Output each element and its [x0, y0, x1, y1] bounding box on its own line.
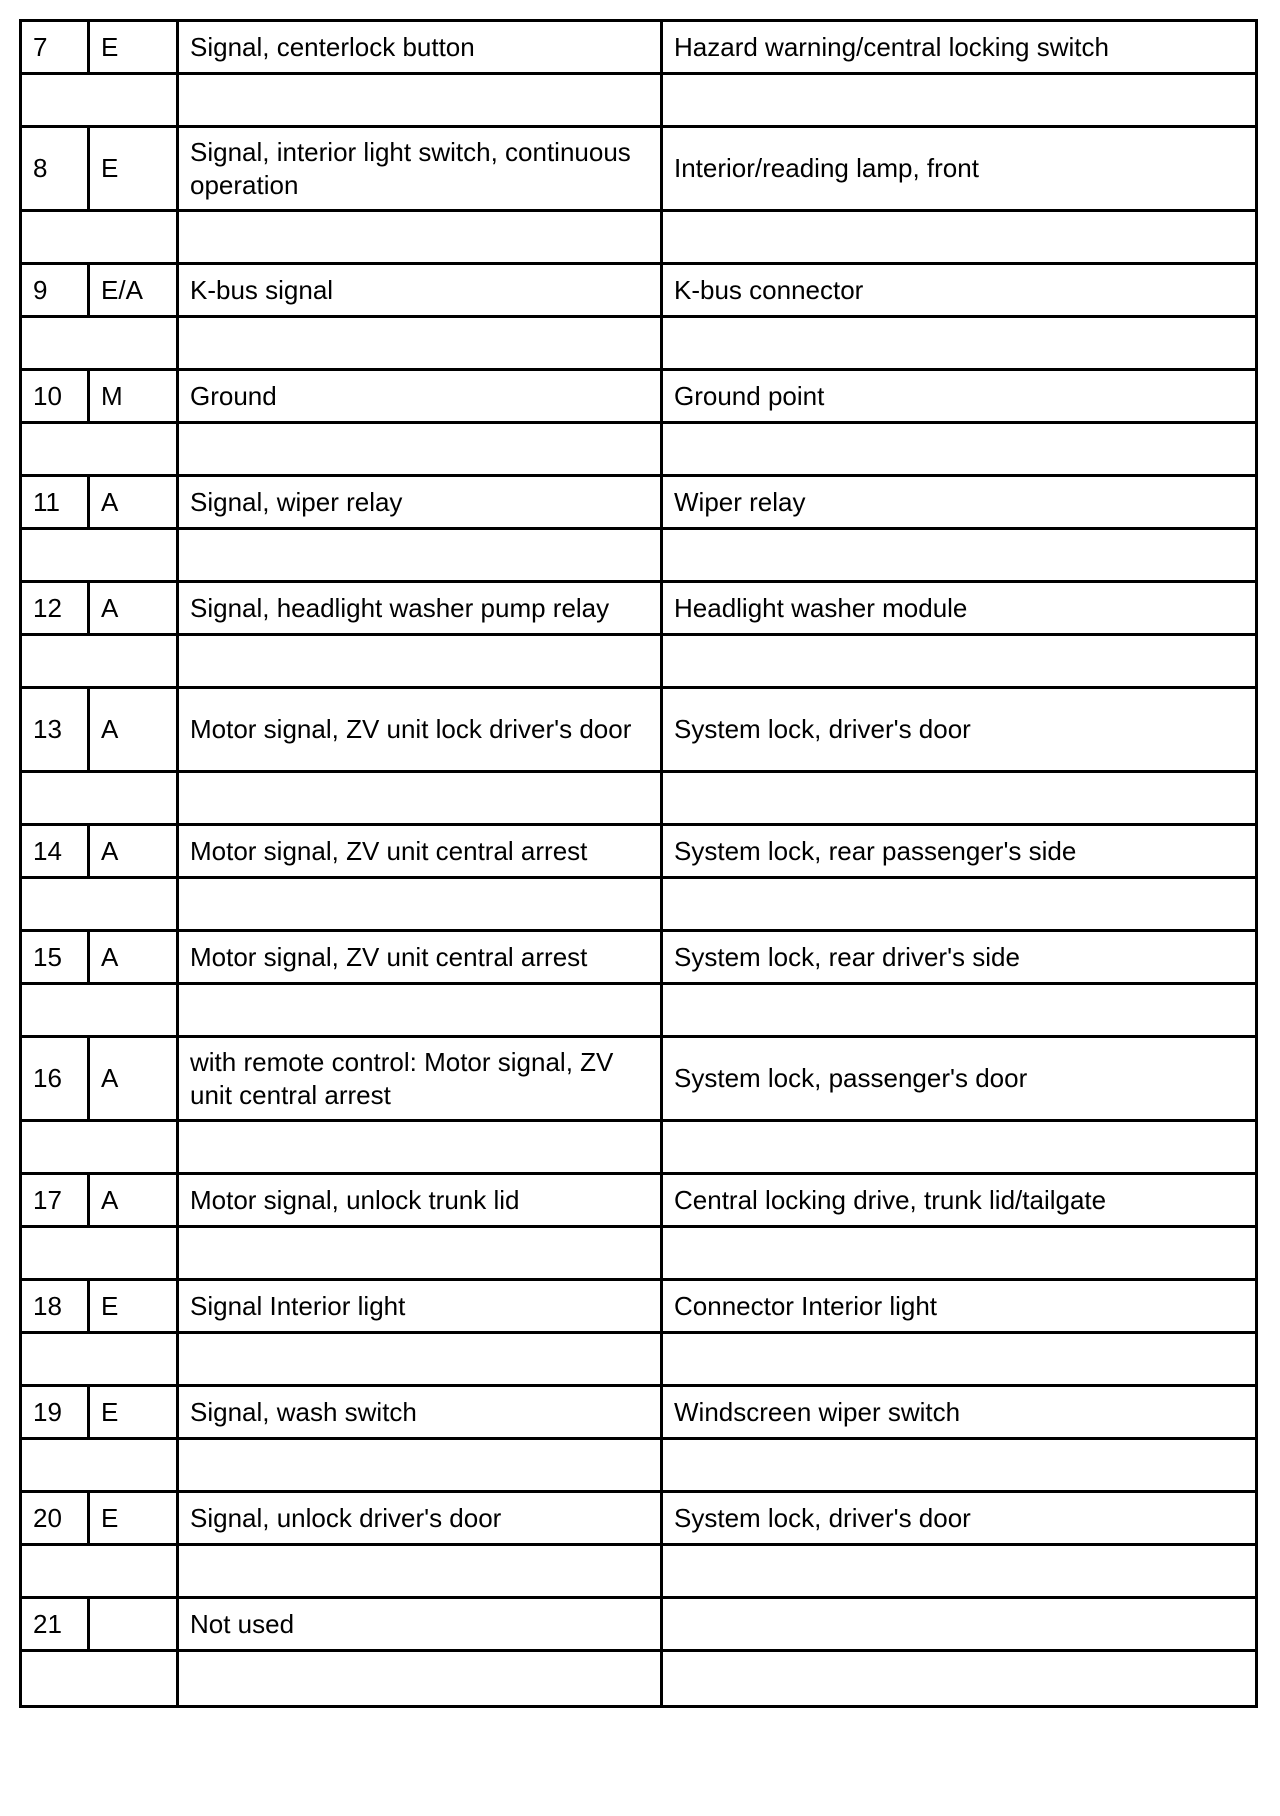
spacer-cell [178, 1651, 662, 1707]
pin-assignment-table [19, 19, 1258, 1708]
spacer-cell [21, 1545, 178, 1598]
pin-number-cell: 16 [21, 1037, 89, 1121]
description-cell: Signal, unlock driver's door [178, 1492, 662, 1545]
signal-type-cell: E [89, 21, 178, 74]
spacer-cell [662, 1121, 1257, 1174]
spacer-cell [662, 423, 1257, 476]
table-row [21, 825, 1257, 878]
spacer-cell [21, 878, 178, 931]
spacer-cell [178, 529, 662, 582]
signal-type-cell: E [89, 1280, 178, 1333]
connection-cell: System lock, rear driver's side [662, 931, 1257, 984]
spacer-row [21, 984, 1257, 1037]
spacer-cell [178, 423, 662, 476]
pin-number-cell: 9 [21, 264, 89, 317]
signal-type-cell [89, 1598, 178, 1651]
spacer-row [21, 317, 1257, 370]
spacer-cell [178, 635, 662, 688]
table-row [21, 370, 1257, 423]
spacer-cell [21, 772, 178, 825]
table-row [21, 1174, 1257, 1227]
pin-number-cell: 11 [21, 476, 89, 529]
pin-number-cell: 15 [21, 931, 89, 984]
signal-type-cell: E [89, 127, 178, 211]
spacer-cell [662, 772, 1257, 825]
pin-number-cell: 8 [21, 127, 89, 211]
spacer-cell [662, 1651, 1257, 1707]
spacer-cell [178, 1227, 662, 1280]
spacer-cell [21, 74, 178, 127]
signal-type-cell: E/A [89, 264, 178, 317]
spacer-cell [21, 984, 178, 1037]
spacer-cell [21, 317, 178, 370]
table-row [21, 1492, 1257, 1545]
spacer-cell [662, 1333, 1257, 1386]
connection-cell: Ground point [662, 370, 1257, 423]
spacer-cell [21, 1121, 178, 1174]
spacer-row [21, 772, 1257, 825]
connection-cell [662, 1598, 1257, 1651]
description-cell: Signal, wiper relay [178, 476, 662, 529]
description-cell: Signal, interior light switch, continuous operation [178, 127, 662, 211]
table-row [21, 476, 1257, 529]
description-cell: Motor signal, ZV unit central arrest [178, 931, 662, 984]
signal-type-cell: M [89, 370, 178, 423]
signal-type-cell: A [89, 1174, 178, 1227]
connection-cell: Headlight washer module [662, 582, 1257, 635]
signal-type-cell: A [89, 582, 178, 635]
table-row [21, 127, 1257, 211]
signal-type-cell: A [89, 825, 178, 878]
spacer-cell [178, 1121, 662, 1174]
table-row [21, 264, 1257, 317]
table-row [21, 931, 1257, 984]
spacer-row [21, 635, 1257, 688]
table-row [21, 21, 1257, 74]
spacer-cell [178, 878, 662, 931]
spacer-row [21, 423, 1257, 476]
spacer-cell [178, 984, 662, 1037]
pin-number-cell: 14 [21, 825, 89, 878]
signal-type-cell: A [89, 931, 178, 984]
table-row [21, 1386, 1257, 1439]
spacer-cell [662, 1227, 1257, 1280]
spacer-cell [662, 635, 1257, 688]
spacer-row [21, 1545, 1257, 1598]
spacer-cell [662, 1545, 1257, 1598]
spacer-cell [21, 1227, 178, 1280]
pin-number-cell: 10 [21, 370, 89, 423]
description-cell: Ground [178, 370, 662, 423]
spacer-cell [21, 635, 178, 688]
signal-type-cell: E [89, 1492, 178, 1545]
pin-number-cell: 13 [21, 688, 89, 772]
connection-cell: Connector Interior light [662, 1280, 1257, 1333]
description-cell: Not used [178, 1598, 662, 1651]
signal-type-cell: A [89, 476, 178, 529]
spacer-cell [662, 529, 1257, 582]
spacer-cell [662, 74, 1257, 127]
description-cell: Signal Interior light [178, 1280, 662, 1333]
description-cell: with remote control: Motor signal, ZV unit central arrest [178, 1037, 662, 1121]
spacer-cell [178, 211, 662, 264]
pin-number-cell: 17 [21, 1174, 89, 1227]
pin-number-cell: 12 [21, 582, 89, 635]
spacer-cell [21, 1439, 178, 1492]
spacer-row [21, 1121, 1257, 1174]
connection-cell: System lock, driver's door [662, 1492, 1257, 1545]
connection-cell: Interior/reading lamp, front [662, 127, 1257, 211]
table-row [21, 1598, 1257, 1651]
spacer-cell [178, 1545, 662, 1598]
spacer-cell [21, 211, 178, 264]
description-cell: Motor signal, ZV unit lock driver's door [178, 688, 662, 772]
spacer-cell [662, 878, 1257, 931]
pin-number-cell: 19 [21, 1386, 89, 1439]
spacer-cell [21, 529, 178, 582]
spacer-row [21, 211, 1257, 264]
description-cell: K-bus signal [178, 264, 662, 317]
connection-cell: Hazard warning/central locking switch [662, 21, 1257, 74]
table-row [21, 688, 1257, 772]
connection-cell: Central locking drive, trunk lid/tailgate [662, 1174, 1257, 1227]
spacer-cell [178, 772, 662, 825]
spacer-cell [662, 1439, 1257, 1492]
spacer-cell [178, 1439, 662, 1492]
description-cell: Signal, headlight washer pump relay [178, 582, 662, 635]
description-cell: Signal, centerlock button [178, 21, 662, 74]
spacer-row [21, 529, 1257, 582]
pin-number-cell: 7 [21, 21, 89, 74]
connection-cell: Wiper relay [662, 476, 1257, 529]
spacer-row [21, 1333, 1257, 1386]
signal-type-cell: A [89, 1037, 178, 1121]
table-row [21, 582, 1257, 635]
connection-cell: K-bus connector [662, 264, 1257, 317]
connection-cell: System lock, driver's door [662, 688, 1257, 772]
table-row [21, 1037, 1257, 1121]
connection-cell: System lock, passenger's door [662, 1037, 1257, 1121]
description-cell: Signal, wash switch [178, 1386, 662, 1439]
pin-number-cell: 21 [21, 1598, 89, 1651]
connection-cell: System lock, rear passenger's side [662, 825, 1257, 878]
signal-type-cell: E [89, 1386, 178, 1439]
spacer-cell [21, 1333, 178, 1386]
description-cell: Motor signal, ZV unit central arrest [178, 825, 662, 878]
spacer-row [21, 74, 1257, 127]
connection-cell: Windscreen wiper switch [662, 1386, 1257, 1439]
spacer-cell [662, 317, 1257, 370]
spacer-cell [21, 1651, 178, 1707]
description-cell: Motor signal, unlock trunk lid [178, 1174, 662, 1227]
table-row [21, 1280, 1257, 1333]
pin-number-cell: 20 [21, 1492, 89, 1545]
spacer-cell [178, 1333, 662, 1386]
pin-number-cell: 18 [21, 1280, 89, 1333]
spacer-cell [21, 423, 178, 476]
spacer-cell [178, 317, 662, 370]
spacer-row [21, 1439, 1257, 1492]
spacer-cell [662, 984, 1257, 1037]
spacer-row [21, 878, 1257, 931]
spacer-row [21, 1651, 1257, 1707]
spacer-cell [178, 74, 662, 127]
signal-type-cell: A [89, 688, 178, 772]
spacer-cell [662, 211, 1257, 264]
spacer-row [21, 1227, 1257, 1280]
